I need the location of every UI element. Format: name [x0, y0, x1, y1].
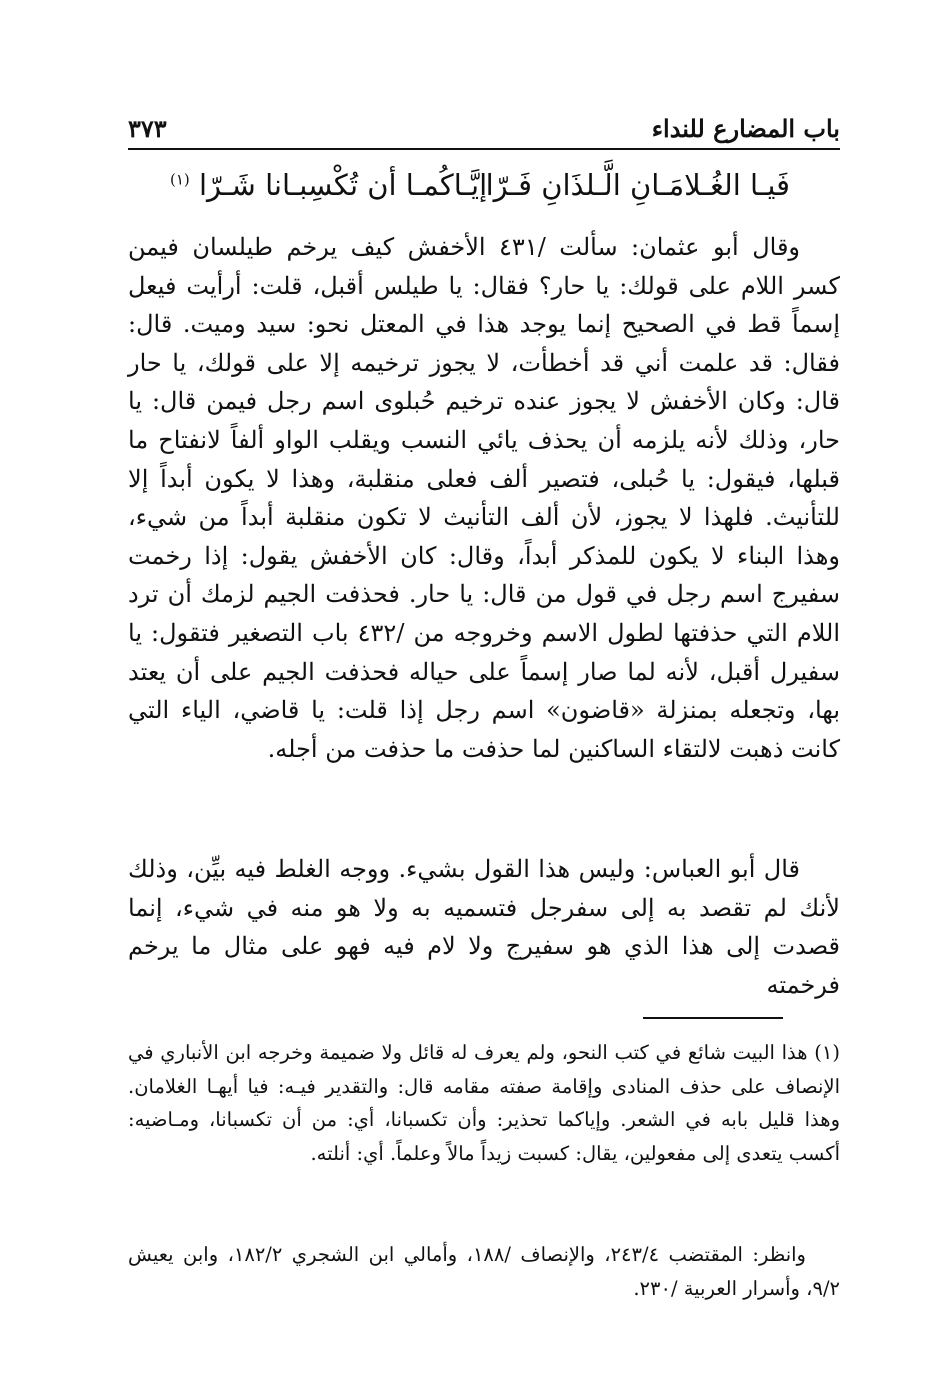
verse-second-hemistich-text: إيَّـاكُمـا أن تُكْسِبـانا شَـرّا: [199, 168, 488, 202]
footnote-1: (١) هذا البيت شائع في كتب النحو، ولم يعرف له قائل ولا ضميمة وخرجه ابن الأنباري في الإنصاف على حذف المنادى وإقامة صفته مقامه قال: والتقدير فيـه: فيا أيهـا الغلامان. وهذا قليل بابه في الشعر. وإياكما تحذير: وأن تكسبانا، أي: من أن تكسبانا، ومـاضيه: أكسب يتعدى إلى مفعولين، يقال: كسبت زيداً مالاً وعلماً. أي: أنلته.: [128, 1041, 840, 1165]
page-number: ٣٧٣: [128, 114, 167, 143]
footnote-1-references: وانظر: المقتضب ٢٤٣/٤، والإنصاف /١٨٨، وأمالي ابن الشجري ١٨٢/٢، وابن يعيش ٩/٢، وأسرار العربية /٢٣٠.: [128, 1243, 840, 1300]
running-head: [128, 112, 840, 150]
body-paragraph-1: وقال أبو عثمان: سألت /٤٣١ الأخفش كيف يرخم طيلسان فيمن كسر اللام على قولك: يا حار؟ فقال: يا طيلس أقبل، قلت: أرأيت فيعل إسماً قط في الصحيح إنما يوجد هذا في المعتل نحو: سيد وميت. قال: فقال: قد علمت أني قد أخطأت، لا يجوز ترخيمه إلا على قولك، يا حار قال: وكان الأخفش لا يجوز عنده ترخيم حُبلوى اسم رجل فيمن قال: يا حار، وذلك لأنه يلزمه أن يحذف يائي النسب ويقلب الواو ألفاً لانفتاح ما قبلها، فيقول: يا حُبلى، فتصير ألف فعلى منقلبة، وهذا لا يكون أبداً إلا للتأنيث. فلهذا لا يجوز، لأن ألف التأنيث لا تكون منقلبة أبداً من شيء، وهذا البناء لا يكون للمذكر أبداً، وقال: كان الأخفش يقول: إذا رخمت سفيرج اسم رجل في قول من قال: يا حار. فحذفت الجيم لزمك أن ترد اللام التي حذفتها لطول الاسم وخروجه من /٤٣٢ باب التصغير فتقول: يا سفيرل أقبل، لأنه لما صار إسماً على حياله فحذفت الجيم على أن يعتد بها، وتجعله بمنزلة «قاضون» اسم رجل إذا قلت: يا قاضي، الياء التي كانت ذهبت لالتقاء الساكنين لما حذفت ما حذفت من أجله.: [128, 233, 840, 763]
footnote-separator: [643, 1017, 783, 1019]
body-paragraph-2: قال أبو العباس: وليس هذا القول بشيء. ووجه الغلط فيه بيِّن، وذلك لأنك لم تقصد به إلى سفرجل فتسميه به ولا هو منه في شيء، إنما قصدت إلى هذا الذي هو سفيرج ولا لام فيه فهو على مثال ما يرخم فرخمته: [128, 855, 840, 999]
verse-first-hemistich-text: فَيـا الغُـلامَـانِ الَّـلذَانِ فَـرّا: [485, 168, 790, 202]
verse-second-hemistich: [170, 168, 487, 202]
poetry-verse: [170, 168, 790, 212]
verse-first-hemistich: [486, 168, 790, 202]
running-title: باب المضارع للنداء: [651, 114, 840, 143]
footnote-marker: (١): [170, 170, 190, 189]
